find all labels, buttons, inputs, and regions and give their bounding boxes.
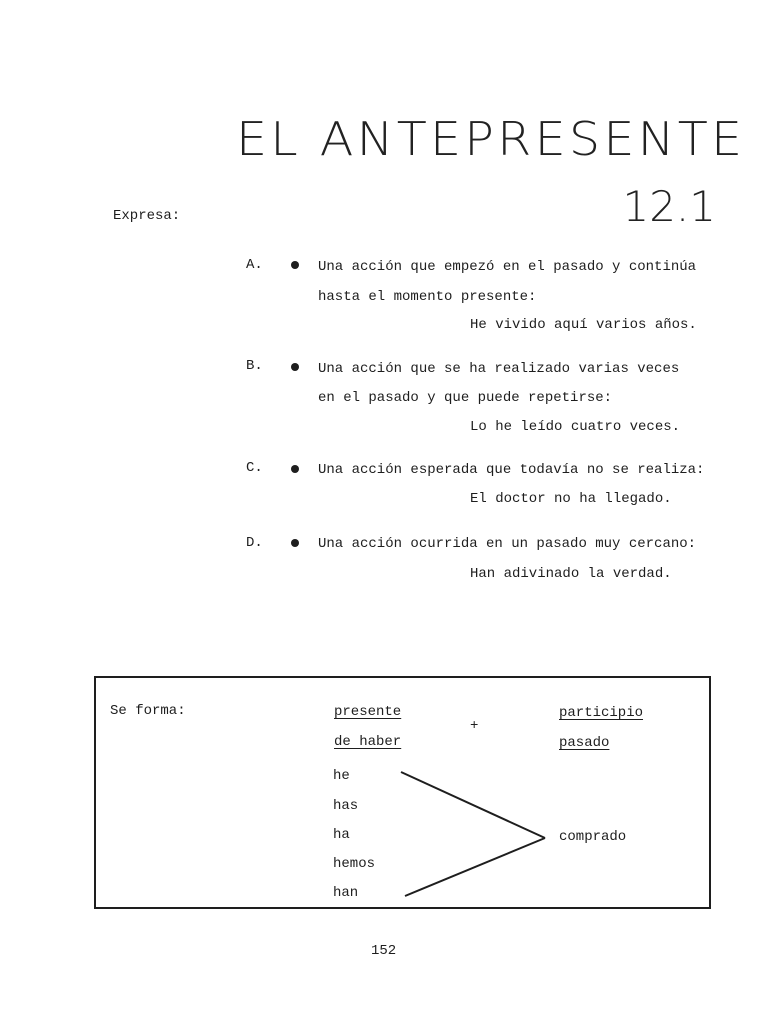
use-c-example: El doctor no ha llegado. (470, 491, 672, 507)
participle-example: comprado (559, 829, 627, 845)
use-b-example: Lo he leído cuatro veces. (470, 419, 681, 435)
connector-line-bottom (405, 838, 545, 896)
use-letter-b: B. (246, 358, 263, 374)
page-title: EL ANTEPRESENTE (236, 112, 746, 166)
auxiliary-han: han (333, 885, 359, 901)
auxiliary-hemos: hemos (333, 856, 376, 872)
page-number: 152 (371, 943, 397, 959)
use-a-line-2: hasta el momento presente: (318, 289, 537, 305)
plus-sign: + (470, 718, 479, 734)
use-a-example: He vivido aquí varios años. (470, 317, 697, 333)
auxiliary-he: he (333, 768, 350, 784)
auxiliary-has: has (333, 798, 359, 814)
use-letter-d: D. (246, 535, 263, 551)
auxiliary-ha: ha (333, 827, 350, 843)
use-b-line-1: Una acción que se ha realizado varias veces (318, 361, 680, 377)
col1-heading-line-1: presente (334, 704, 402, 720)
section-number: 12.1 (622, 182, 716, 231)
use-d-line-1: Una acción ocurrida en un pasado muy cercano: (318, 536, 697, 552)
use-letter-a: A. (246, 257, 263, 273)
col1-heading-line-2: de haber (334, 734, 402, 750)
use-b-line-2: en el pasado y que puede repetirse: (318, 390, 613, 406)
intro-label: Expresa: (113, 208, 181, 224)
connector-line-top (401, 772, 545, 838)
col2-heading-line-1: participio (559, 705, 644, 721)
use-c-line-1: Una acción esperada que todavía no se realiza: (318, 462, 705, 478)
formation-label: Se forma: (110, 703, 186, 719)
use-a-line-1: Una acción que empezó en el pasado y continúa (318, 259, 697, 275)
use-d-example: Han adivinado la verdad. (470, 566, 672, 582)
use-letter-c: C. (246, 460, 263, 476)
col2-heading-line-2: pasado (559, 735, 610, 751)
